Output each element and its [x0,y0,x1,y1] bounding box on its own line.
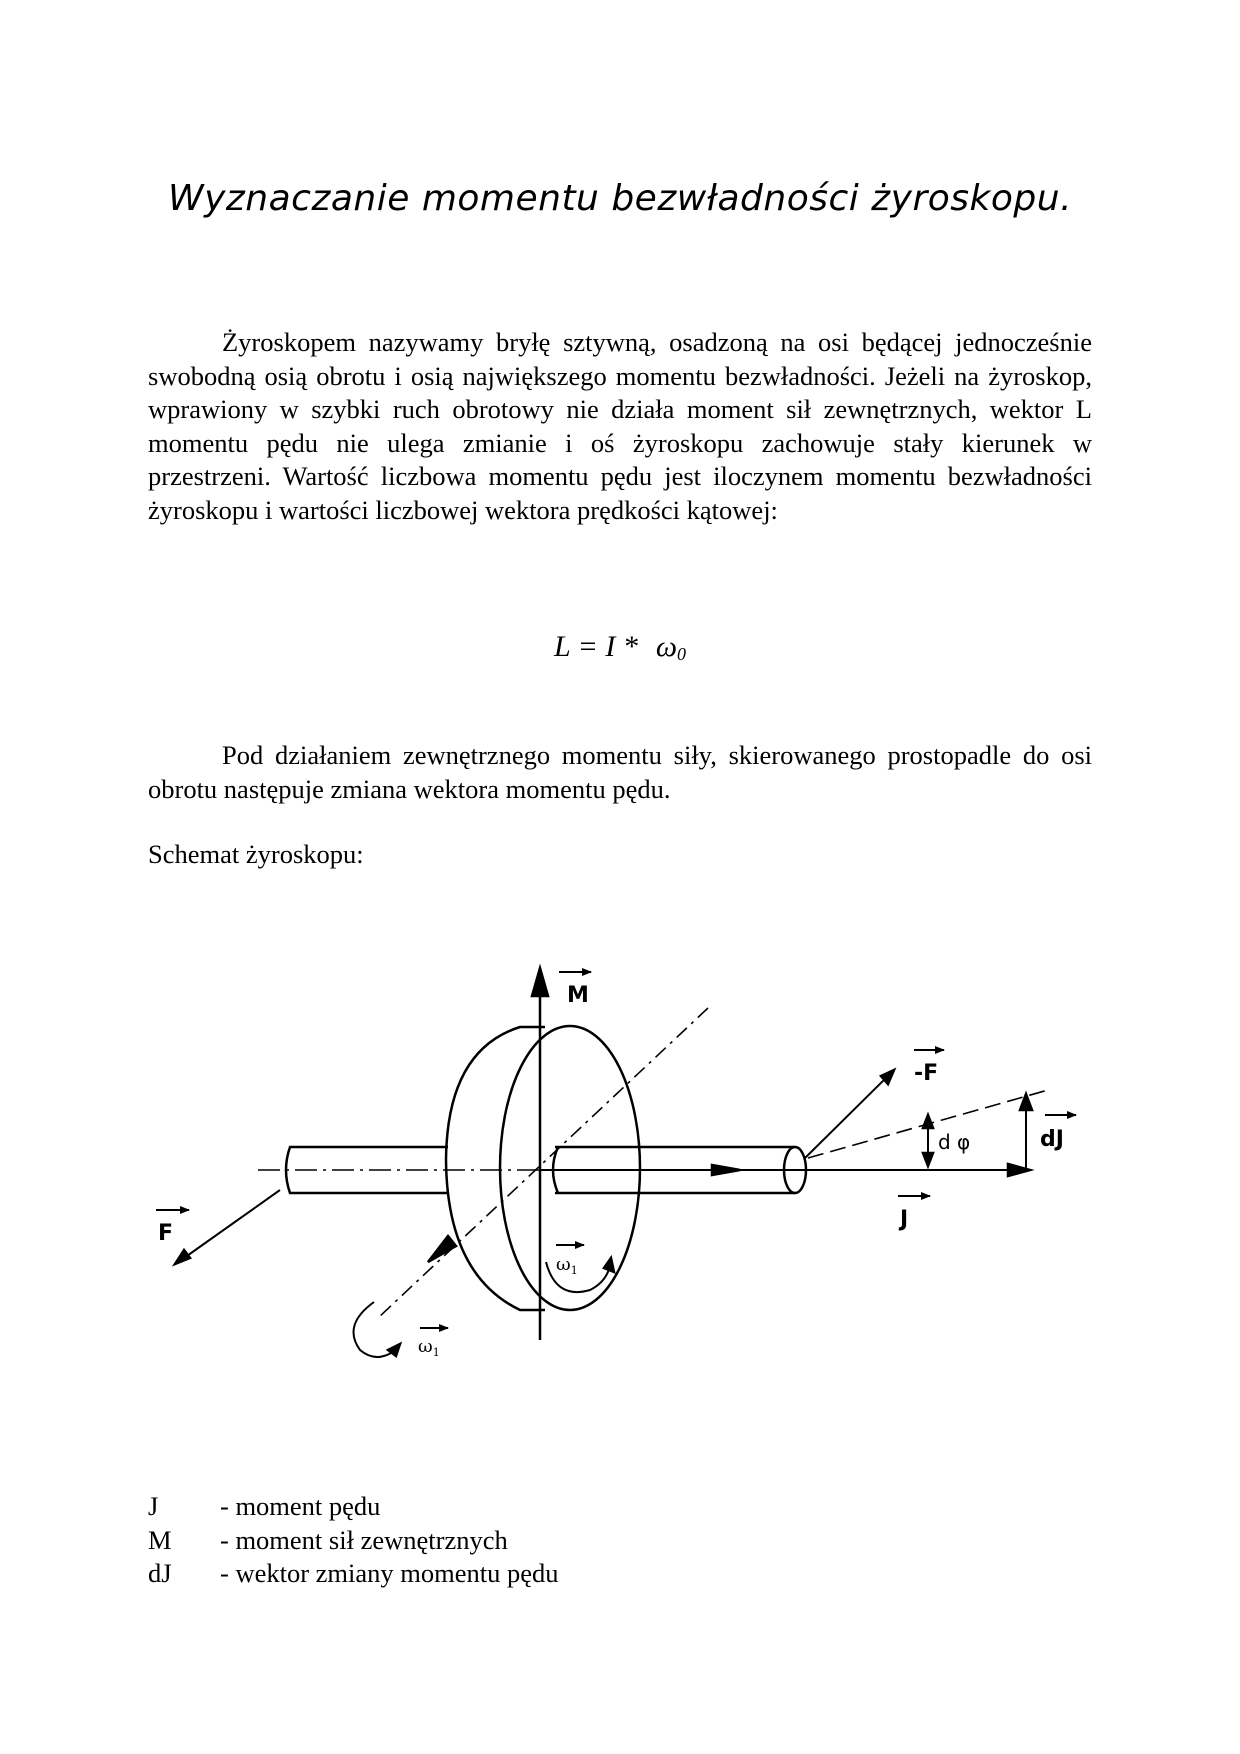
page-title: Wyznaczanie momentu bezwładności żyroskopu. [167,178,1073,219]
legend-description: - wektor zmiany momentu pędu [220,1558,559,1588]
left-shaft [286,1147,448,1193]
legend [148,1490,559,1591]
force-minus-f-arrowhead [881,1070,894,1084]
force-minus-f-vector [805,1072,892,1158]
force-f-vector [177,1190,280,1263]
label-j: J [900,1207,909,1232]
formula-lhs: L = I * [553,630,638,663]
disc-rim [446,1027,545,1310]
formula-omega: ω [655,630,678,663]
schemat-label: Schemat żyroskopu: [148,839,364,869]
j-arrowhead [1008,1164,1030,1176]
precession-axis-arrowhead [428,1236,456,1262]
precession-axis [378,1008,708,1318]
right-shaft [553,1147,795,1193]
legend-symbol: M [148,1524,172,1555]
m-axis-arrowhead [532,968,548,996]
axis-rotation-arrow [354,1302,398,1357]
legend-row [148,1490,559,1524]
force-f-arrowhead [175,1250,190,1264]
new-j-dashed-line [808,1090,1048,1158]
right-shaft-end [784,1147,806,1193]
torque-paragraph: Pod działaniem zewnętrznego momentu siły, skierowanego prostopadle do osi obrotu następuje zmiana wektora momentu pędu. [148,740,1092,804]
disc-rotation-arrow [546,1262,610,1292]
label-m: M [567,983,589,1008]
label-dj: dJ [1040,1127,1064,1152]
disc-face [500,1026,640,1310]
formula-subscript: 0 [677,644,687,664]
label-omega-axis: $\omega_1$ [418,1336,440,1359]
label-dphi: d φ [938,1130,971,1154]
legend-description: - moment pędu [220,1491,381,1521]
legend-description: - moment sił zewnętrznych [220,1524,508,1555]
legend-symbol: dJ [148,1558,172,1588]
legend-row [148,1557,559,1591]
label-f: F [158,1221,174,1246]
angular-momentum-formula [0,630,1240,665]
label-minus-f: -F [914,1061,939,1086]
legend-symbol: J [148,1491,159,1521]
shaft-arrowhead [712,1165,740,1175]
legend-row [148,1524,559,1558]
intro-paragraph: Żyroskopem nazywamy bryłę sztywną, osadzoną na osi będącej jednocześnie swobodną osią obrotu i osią największego momentu bezwładności. Jeżeli na żyroskop, wprawiony w szybki ruch obrotowy nie działa moment sił zewnętrznych, wektor L momentu pędu nie ulega zmianie i oś żyroskopu zachowuje stały kierunek w przestrzeni. Wartość liczbowa momentu pędu jest iloczynem momentu bezwładności żyroskopu i wartości liczbowej wektora prędkości kątowej: [148,327,1092,525]
label-omega-disc: $\omega_1$ [556,1254,578,1277]
